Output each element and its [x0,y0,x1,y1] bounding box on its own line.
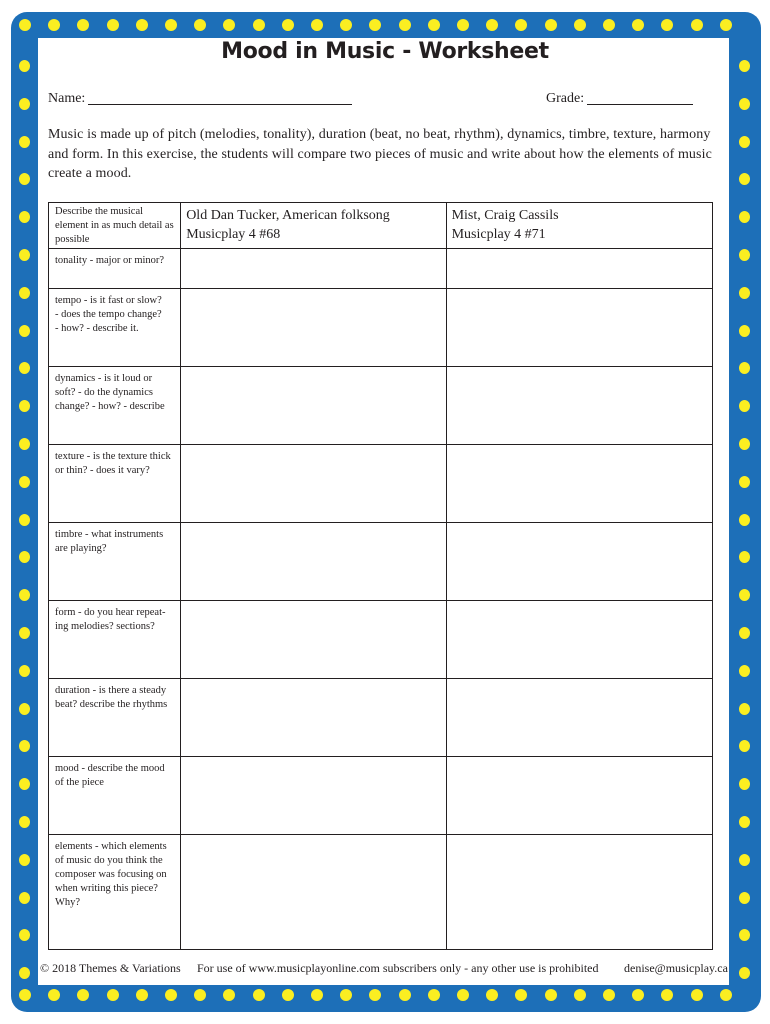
border-dot [19,249,30,261]
row-label: tempo - is it fast or slow? - does the tempo change? - how? - describe it. [55,295,162,334]
piece1-answer-cell[interactable] [181,601,446,679]
border-dot [739,816,750,828]
piece1-answer-cell[interactable] [181,367,446,445]
border-dot [739,703,750,715]
border-dot [107,989,119,1001]
table-row [49,523,713,601]
piece2-answer-cell[interactable] [446,445,712,523]
border-dot [739,854,750,866]
table-row [49,601,713,679]
header-piece1-cell [181,203,446,249]
table-header-row [49,203,713,249]
row-label: timbre - what instruments are playing? [55,529,164,554]
border-dot [739,249,750,261]
page-title: Mood in Music - Worksheet [221,39,549,64]
row-label-cell [49,523,181,601]
border-dot [253,19,265,31]
piece2-answer-cell[interactable] [446,249,712,289]
border-dot [19,325,30,337]
piece2-answer-cell[interactable] [446,757,712,835]
border-dot [19,665,30,677]
piece2-answer-cell[interactable] [446,601,712,679]
border-dot [107,19,119,31]
border-dot [691,989,703,1001]
comparison-table [48,202,713,950]
border-dot [19,854,30,866]
border-dot [428,989,440,1001]
name-field[interactable] [88,104,352,105]
border-dot [739,287,750,299]
border-dot [19,19,31,31]
border-dot [399,989,411,1001]
header-prompt-cell [49,203,181,249]
border-dot [311,19,323,31]
border-dot [19,287,30,299]
row-label-cell [49,601,181,679]
border-dot [19,514,30,526]
border-dot [19,438,30,450]
table-row [49,679,713,757]
border-dot [691,19,703,31]
table-row [49,289,713,367]
border-dot [19,627,30,639]
table-row [49,367,713,445]
row-label: texture - is the texture thick or thin? - does it vary? [55,451,171,476]
table-row [49,835,713,950]
row-label-cell [49,679,181,757]
row-label: form - do you hear repeat-ing melodies? sections? [55,607,166,632]
table-row [49,249,713,289]
row-label-cell [49,835,181,950]
border-dot [720,19,732,31]
border-dot [136,19,148,31]
border-dot [19,98,30,110]
border-dot [739,136,750,148]
border-dot [739,325,750,337]
grade-label: Grade: [546,91,585,106]
table-row [49,757,713,835]
row-label: tonality - major or minor? [55,255,165,266]
piece1-title: Old Dan Tucker, American folksong [186,208,390,223]
header-prompt: Describe the musical element in as much detail as possible [55,206,174,245]
border-dot [545,19,557,31]
row-label: dynamics - is it loud or soft? - do the dynamics change? - how? - describe [55,373,165,412]
row-label: duration - is there a steady beat? describe the rhythms [55,685,168,710]
border-dot [739,665,750,677]
row-label-cell [49,757,181,835]
piece1-answer-cell[interactable] [181,679,446,757]
header-piece2-cell [446,203,712,249]
footer-copyright: © 2018 Themes & Variations [40,961,181,975]
piece1-answer-cell[interactable] [181,835,446,950]
piece1-answer-cell[interactable] [181,523,446,601]
piece1-source: Musicplay 4 #68 [186,227,281,242]
border-dot [19,476,30,488]
row-label-cell [49,367,181,445]
piece2-answer-cell[interactable] [446,523,712,601]
border-dot [574,19,586,31]
piece1-answer-cell[interactable] [181,289,446,367]
intro-paragraph: Music is made up of pitch (melodies, tonality), duration (beat, no beat, rhythm), dynamics, timbre, texture, harmony and form. In this exercise, the students will compare two pieces of music and write about how the elements of music create a mood. [48,127,712,181]
row-label-cell [49,445,181,523]
grade-field[interactable] [587,104,693,105]
border-dot [457,19,469,31]
border-dot [720,989,732,1001]
border-dot [603,19,615,31]
piece2-answer-cell[interactable] [446,367,712,445]
piece1-answer-cell[interactable] [181,757,446,835]
border-dot [282,989,294,1001]
piece1-answer-cell[interactable] [181,249,446,289]
border-dot [739,892,750,904]
border-dot [165,989,177,1001]
border-dot [19,989,31,1001]
row-label: mood - describe the mood of the piece [55,763,165,788]
piece2-answer-cell[interactable] [446,835,712,950]
border-dot [19,892,30,904]
border-dot [739,438,750,450]
border-dot [574,989,586,1001]
border-dot [428,19,440,31]
border-dot [545,989,557,1001]
border-dot [19,703,30,715]
border-dot [165,19,177,31]
border-dot [457,989,469,1001]
border-dot [253,989,265,1001]
border-dot [19,816,30,828]
row-label: elements - which elements of music do you think the composer was focusing on when writing this piece? Why? [55,841,167,908]
border-dot [739,627,750,639]
piece2-answer-cell[interactable] [446,679,712,757]
name-label: Name: [48,91,86,106]
border-dot [739,98,750,110]
row-label-cell [49,289,181,367]
border-dot [136,989,148,1001]
border-dot [739,476,750,488]
border-dot [603,989,615,1001]
border-dot [399,19,411,31]
piece2-title: Mist, Craig Cassils [451,208,559,223]
table-row [49,445,713,523]
footer-usage: For use of www.musicplayonline.com subscribers only - any other use is prohibited [197,961,599,975]
border-dot [282,19,294,31]
footer-email: denise@musicplay.ca [624,961,728,975]
border-dot [311,989,323,1001]
piece2-answer-cell[interactable] [446,289,712,367]
piece2-source: Musicplay 4 #71 [451,227,546,242]
row-label-cell [49,249,181,289]
border-dot [19,136,30,148]
border-dot [739,514,750,526]
piece1-answer-cell[interactable] [181,445,446,523]
